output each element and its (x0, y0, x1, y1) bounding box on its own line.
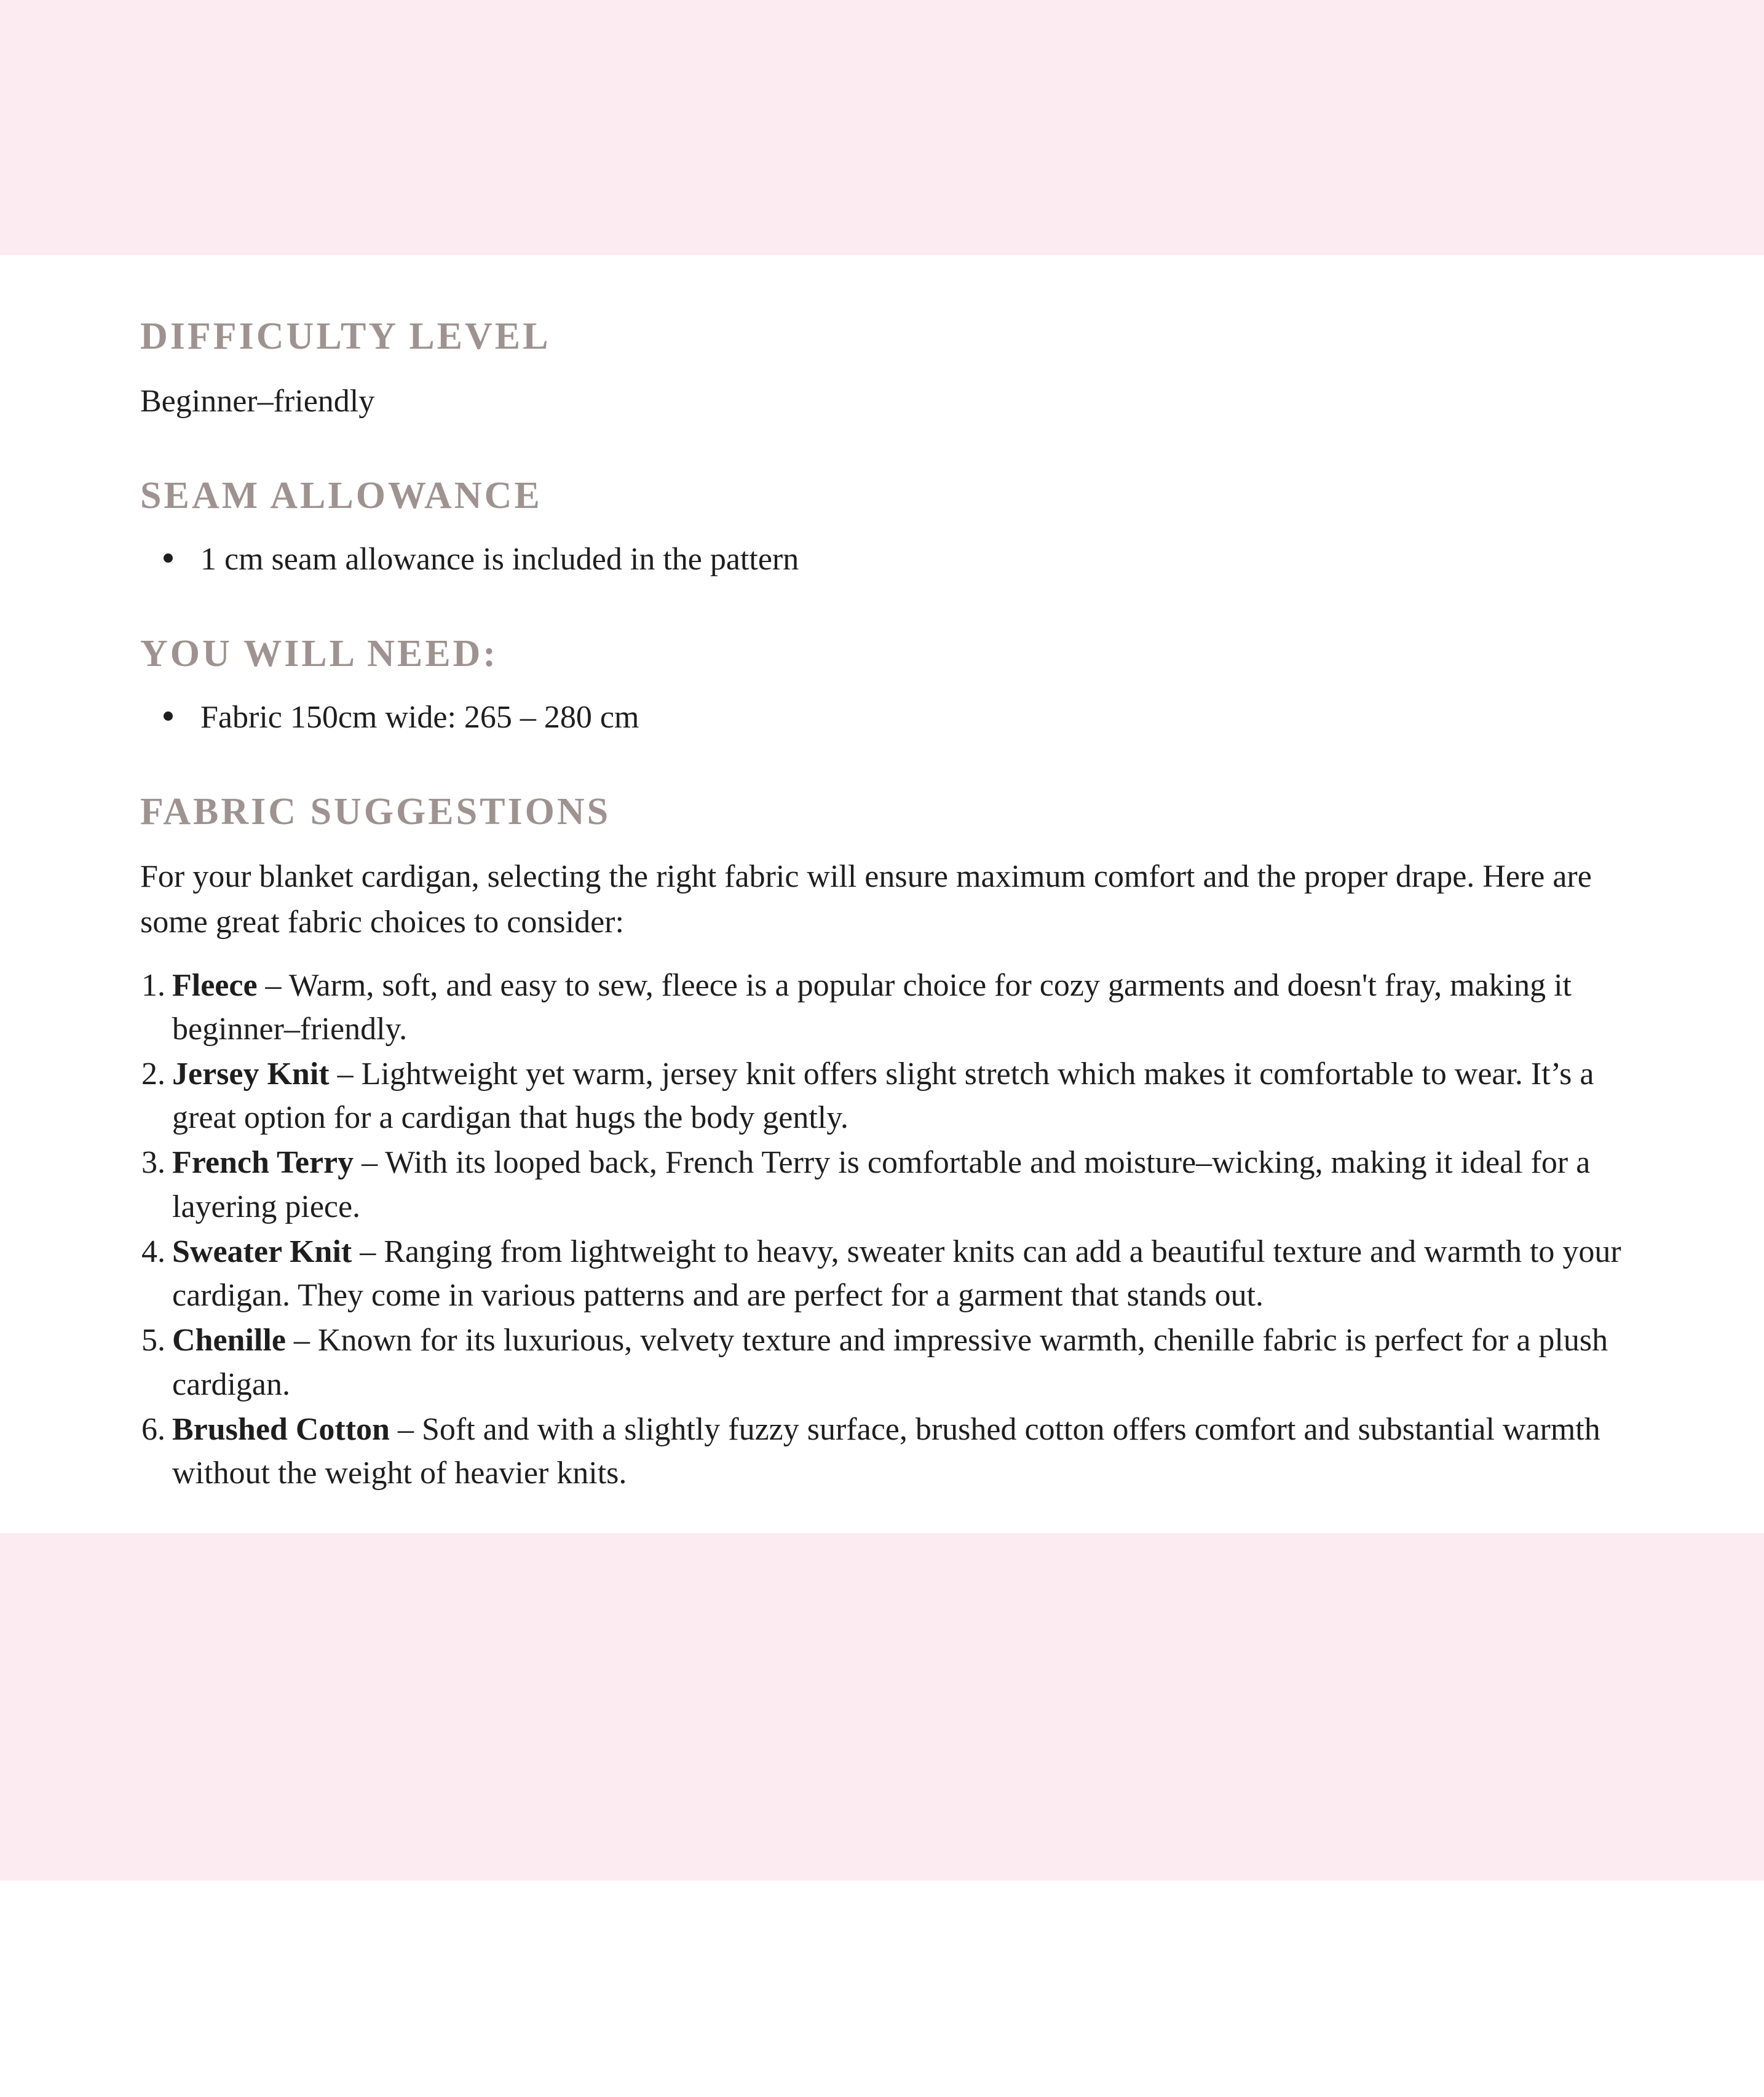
list-item (140, 964, 1622, 1051)
list-item-title: Fleece (172, 967, 258, 1003)
list-item-description: – Soft and with a slightly fuzzy surface, brushed cotton offers comfort and substantial warmth without the weight of heavier knits. (172, 1411, 1600, 1491)
seam-allowance-list (140, 516, 1622, 582)
document-body (0, 255, 1764, 1533)
heading-fabric-suggestions: FABRIC SUGGESTIONS (140, 790, 611, 833)
list-item-text: Fabric 150cm wide: 265 – 280 cm (200, 699, 639, 735)
list-item-description: – Ranging from lightweight to heavy, sweater knits can add a beautiful texture and warmth to your cardigan. They come in various patterns and are perfect for a garment that stands out. (172, 1234, 1621, 1314)
list-item-title: Jersey Knit (172, 1056, 330, 1092)
heading-you-will-need: YOU WILL NEED: (140, 632, 498, 675)
list-item-title: Brushed Cotton (172, 1411, 390, 1447)
heading-seam-allowance: SEAM ALLOWANCE (140, 474, 542, 517)
bottom-spacer (140, 1496, 1622, 1533)
top-accent-band (0, 0, 1764, 255)
list-item (140, 1052, 1622, 1140)
list-item-description: – Lightweight yet warm, jersey knit offers slight stretch which makes it comfortable to wear. It’s a great option for a cardigan that hugs the body gently. (172, 1056, 1594, 1136)
list-item-description: – With its looped back, French Terry is comfortable and moisture–wicking, making it ideal for a layering piece. (172, 1145, 1591, 1224)
content-column (140, 255, 1622, 1533)
list-item-title: French Terry (172, 1145, 354, 1181)
bottom-accent-band (0, 1533, 1764, 1881)
list-item (140, 537, 1622, 582)
bullet-icon (164, 553, 173, 563)
fabric-suggestions-list (140, 945, 1622, 1496)
you-will-need-list (140, 674, 1622, 740)
list-item-title: Sweater Knit (172, 1234, 352, 1269)
difficulty-level-value: Beginner–friendly (140, 384, 375, 419)
list-item-description: – Known for its luxurious, velvety texture and impressive warmth, chenille fabric is perfect for a plush cardigan. (172, 1323, 1608, 1402)
list-item-title: Chenille (172, 1323, 286, 1358)
list-item-description: – Warm, soft, and easy to sew, fleece is a popular choice for cozy garments and doesn't fray, making it beginner–friendly. (172, 967, 1572, 1047)
list-item (140, 1318, 1622, 1406)
list-item (140, 695, 1622, 740)
bullet-icon (164, 712, 173, 721)
list-item (140, 1230, 1622, 1317)
fabric-suggestions-intro: For your blanket cardigan, selecting the right fabric will ensure maximum comfort and the proper drape. Here are some great fabric choices to consider: (140, 858, 1592, 940)
heading-difficulty-level: DIFFICULTY LEVEL (140, 315, 551, 357)
list-item-text: 1 cm seam allowance is included in the pattern (200, 542, 799, 577)
list-item (140, 1408, 1622, 1495)
list-item (140, 1141, 1622, 1228)
